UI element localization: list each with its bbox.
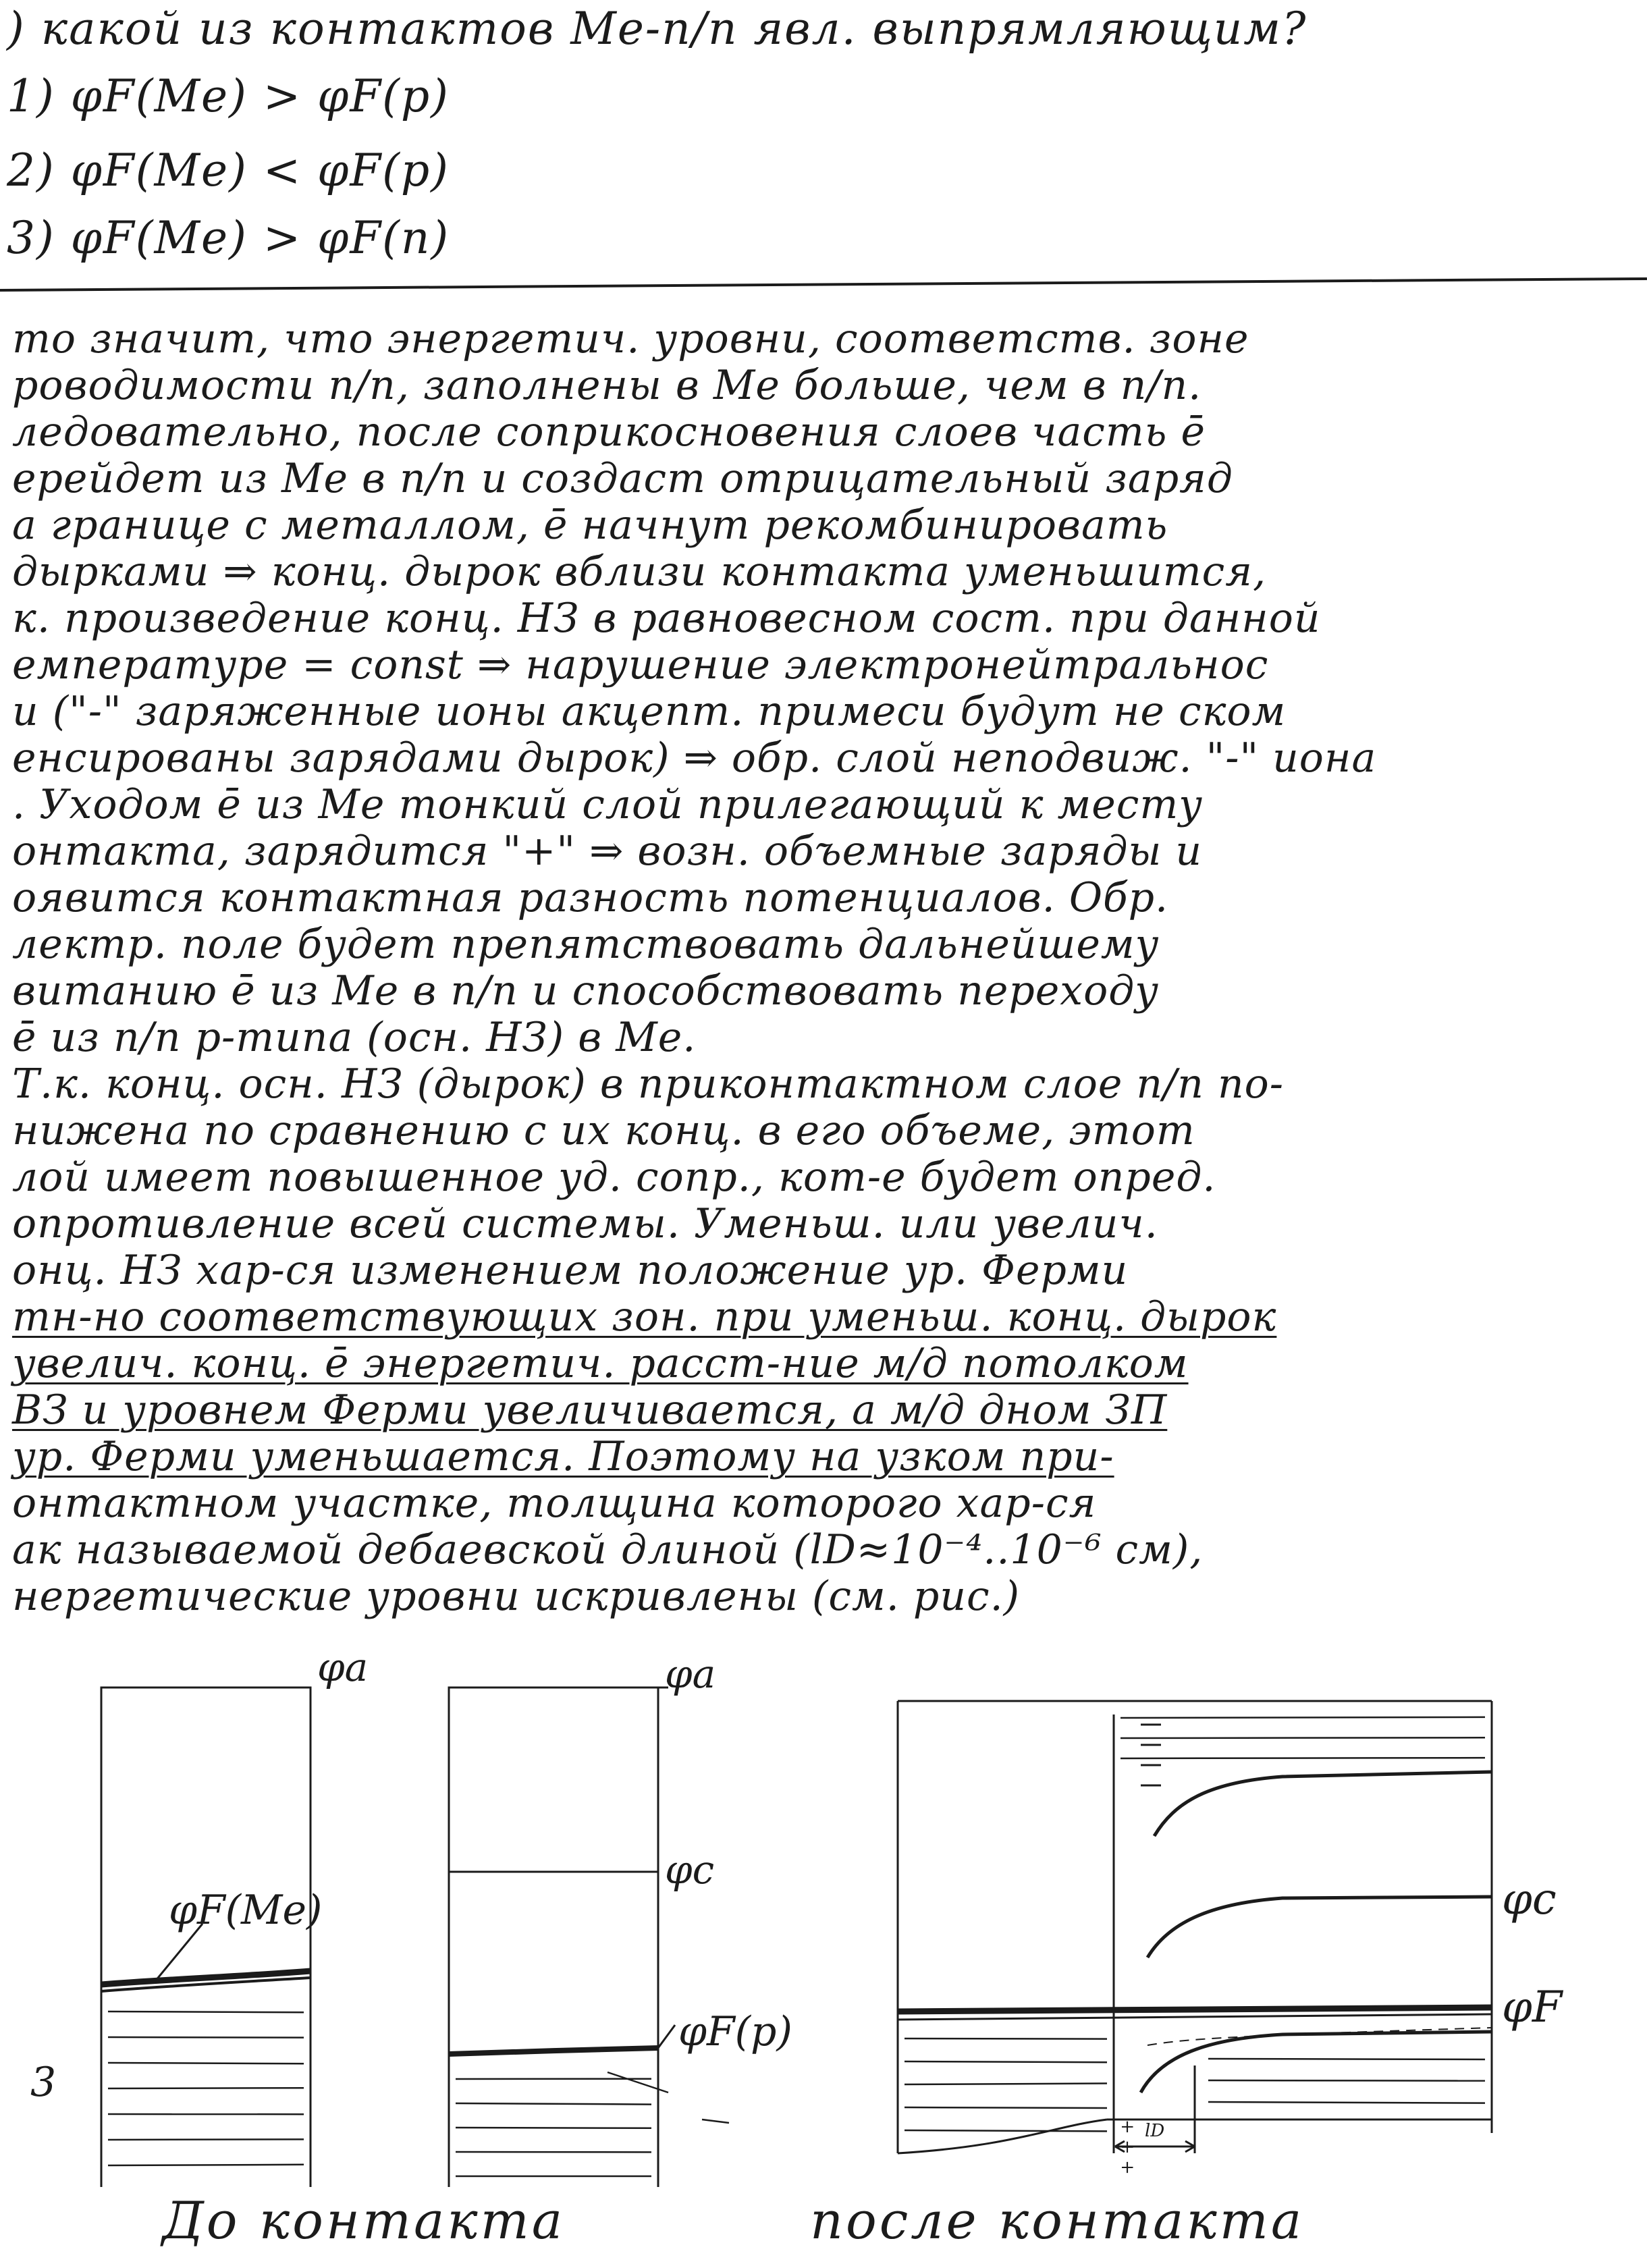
label-after-phi-c: φc	[1502, 1874, 1557, 1924]
answer-line: оявится контактная разность потенциалов. Обр.	[12, 874, 1169, 921]
metal-band-box	[101, 1688, 310, 2187]
p-semiconductor-band-box	[449, 1688, 729, 2187]
answer-line: онтактном участке, толщина которого хар-ся	[12, 1480, 1097, 1527]
answer-line: лой имеет повышенное уд. сопр., кот-е будет опред.	[12, 1154, 1216, 1201]
answer-line: ē из п/п p-типа (осн. НЗ) в Ме.	[12, 1014, 697, 1061]
answer-line: ур. Ферми уменьшается. Поэтому на узком при-	[12, 1433, 1114, 1480]
answer-line: витанию ē из Ме в п/п и способствовать переходу	[12, 967, 1160, 1015]
answer-line: емпературе = const ⇒ нарушение электронейтральнос	[12, 641, 1269, 688]
after-metal-hatch	[905, 2130, 1107, 2131]
answer-line: ВЗ и уровнем Ферми увеличивается, а м/д дном ЗП	[12, 1386, 1168, 1434]
answer-line: нижена по сравнению с их конц. в его объеме, этот	[12, 1107, 1195, 1154]
after-top-hatch	[1120, 1737, 1485, 1738]
label-after-plus-marks: + + +	[1117, 2120, 1137, 2175]
label-after-width: lD	[1145, 2121, 1165, 2141]
p-valence-hatch	[456, 2103, 651, 2105]
answer-line: лектр. поле будет препятствовать дальнейшему	[12, 921, 1160, 968]
label-metal-fermi: φF(Me)	[169, 1887, 323, 1934]
answer-line: опротивление всей системы. Уменьш. или увелич.	[12, 1200, 1158, 1247]
caption-after-contact: после контакта	[810, 2190, 1305, 2250]
after-top-hatch	[1120, 1717, 1485, 1718]
answer-line: увелич. конц. ē энергетич. расст-ние м/д потолком	[12, 1340, 1189, 1387]
answer-line: к. произведение конц. НЗ в равновесном сост. при данной	[12, 595, 1321, 642]
answer-line: Т.к. конц. осн. НЗ (дырок) в приконтактном слое п/п по-	[12, 1060, 1285, 1108]
answer-line: роводимости п/п, заполнены в Ме больше, чем в п/п.	[12, 362, 1202, 409]
metal-band-hatch	[108, 2037, 304, 2038]
label-p-fermi: φF(p)	[678, 2008, 792, 2055]
label-metal-phi-a: φa	[317, 1644, 369, 1690]
answer-line: . Уходом ē из Ме тонкий слой прилегающий к месту	[12, 781, 1204, 828]
answer-line: дырками ⇒ конц. дырок вблизи контакта уменьшится,	[12, 548, 1267, 595]
after-metal-hatch	[905, 2107, 1107, 2108]
question-option-2: 2) φF(Me) < φF(p)	[7, 144, 450, 196]
contact-band-diagram	[898, 1701, 1492, 2153]
question-option-3: 3) φF(Me) > φF(n)	[7, 212, 450, 264]
separator-line	[0, 277, 1647, 292]
label-p-phi-a: φa	[665, 1651, 716, 1697]
answer-line: ледовательно, после соприкосновения слоев часть ē	[12, 408, 1206, 456]
answer-line: тн-но соответствующих зон. при уменьш. конц. дырок	[12, 1293, 1277, 1341]
label-after-phi-f: φF	[1502, 1982, 1563, 2032]
answer-line: и ("-" заряженные ионы акцепт. примеси будут не ском	[12, 688, 1287, 735]
question-title: ) какой из контактов Ме-п/п явл. выпрямляющим?	[7, 3, 1307, 55]
answer-line: а границе с металлом, ē начнут рекомбинировать	[12, 502, 1168, 549]
after-semi-hatch	[1208, 2102, 1485, 2103]
question-option-1: 1) φF(Me) > φF(p)	[7, 70, 450, 122]
answer-line: то значит, что энергетич. уровни, соответств. зоне	[12, 315, 1249, 362]
after-semi-hatch	[1208, 2080, 1485, 2081]
label-p-phi-c: φc	[665, 1847, 715, 1893]
label-metal-left-mark: 3	[30, 2059, 57, 2106]
answer-line: енсированы зарядами дырок) ⇒ обр. слой неподвиж. "-" иона	[12, 734, 1377, 782]
answer-line: онтакта, зарядится "+" ⇒ возн. объемные заряды и	[12, 828, 1203, 875]
answer-line: ак называемой дебаевской длиной (lD≈10⁻⁴..10⁻⁶ см),	[12, 1526, 1204, 1573]
after-metal-hatch	[905, 2061, 1107, 2062]
metal-band-hatch	[108, 2139, 304, 2140]
answer-line: ерейдет из Ме в п/п и создаст отрицательный заряд	[12, 455, 1233, 502]
answer-line: нергетические уровни искривлены (см. рис.)	[12, 1573, 1021, 1620]
energy-band-diagrams	[0, 1606, 1647, 2187]
caption-before-contact: До контакта	[162, 2190, 566, 2250]
answer-line: онц. НЗ хар-ся изменением положение ур. Ферми	[12, 1247, 1129, 1294]
